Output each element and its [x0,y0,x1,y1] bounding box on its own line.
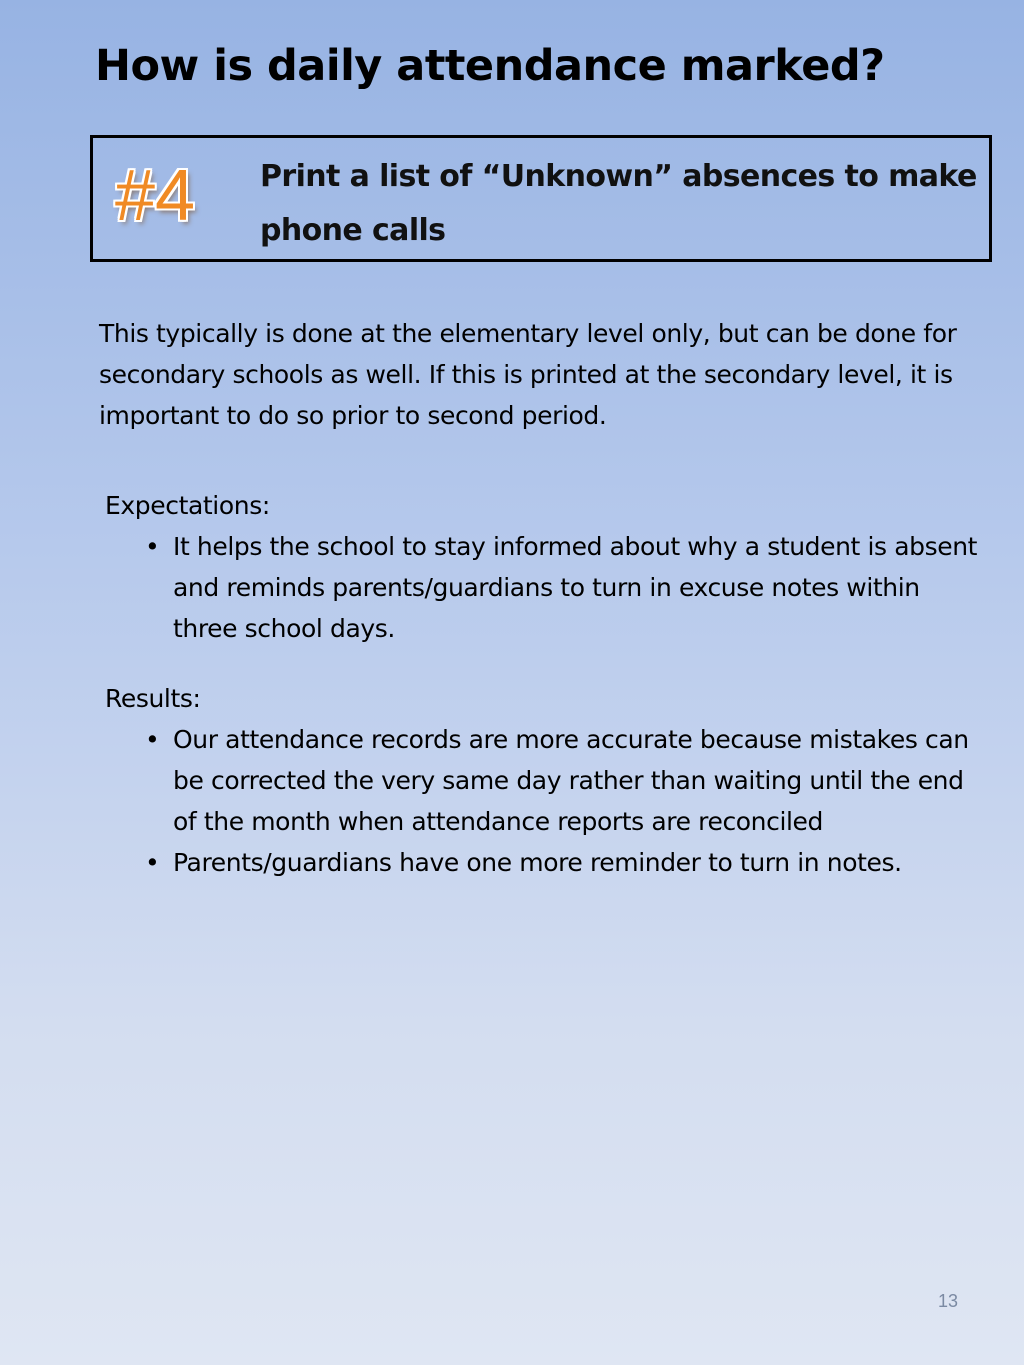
result-text: Parents/guardians have one more reminder to turn in notes. [173,848,902,877]
step-description: Print a list of “Unknown” absences to make phone calls [260,159,977,248]
bullet-icon: • [145,532,160,561]
step-number-badge: #4 [115,156,196,236]
bullet-icon: • [145,848,160,877]
list-item [105,719,985,842]
results-heading: Results: [105,684,201,713]
page-number: 13 [937,1291,958,1311]
results-list [105,719,985,883]
list-item [105,526,985,649]
expectations-heading: Expectations: [105,491,270,520]
step-callout-box [90,135,992,262]
intro-paragraph: This typically is done at the elementary level only, but can be done for secondary schools as well. If this is printed at the secondary level, it is important to do so prior to second period. [99,319,957,430]
expectations-list [105,526,985,649]
results-section [105,678,985,883]
result-text: Our attendance records are more accurate because mistakes can be corrected the very same day rather than waiting until the end of the month when attendance reports are reconciled [173,725,969,836]
bullet-icon: • [145,725,160,754]
list-item [105,842,985,883]
expectation-text: It helps the school to stay informed about why a student is absent and reminds parents/guardians to turn in excuse notes within three school days. [173,532,978,643]
slide-title: How is daily attendance marked? [95,41,885,91]
expectations-section [105,485,985,649]
